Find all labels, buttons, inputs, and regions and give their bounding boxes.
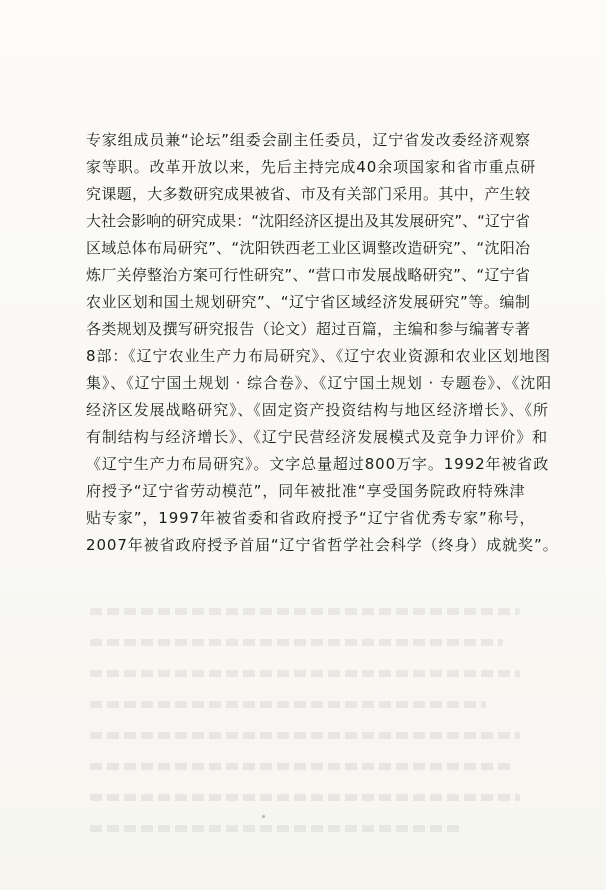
- text-line: 集》、《辽宁国土规划 · 综合卷》、《辽宁国土规划 · 专题卷》、《沈阳: [86, 374, 553, 392]
- text-line: 家等职。改革开放以来，先后主持完成40余项国家和省市重点研: [86, 158, 537, 176]
- text-line: 区域总体布局研究”、“沈阳铁西老工业区调整改造研究”、“沈阳冶: [86, 239, 530, 257]
- text-line: 农业区划和国土规划研究”、“辽宁省区域经济发展研究”等。编制: [86, 293, 530, 311]
- text-line: 大社会影响的研究成果：“沈阳经济区提出及其发展研究”、“辽宁省: [86, 212, 530, 230]
- text-line: 贴专家”，1997年被省委和省政府授予“辽宁省优秀专家”称号，: [86, 509, 536, 527]
- text-line: 府授予“辽宁省劳动模范”，同年被批准“享受国务院政府特殊津: [86, 482, 526, 500]
- text-line: 究课题，大多数研究成果被省、市及有关部门采用。其中，产生较: [86, 185, 530, 203]
- text-line: 专家组成员兼“论坛”组委会副主任委员，辽宁省发改委经济观察: [86, 131, 530, 149]
- text-line: 经济区发展战略研究》、《固定资产投资结构与地区经济增长》、《所: [86, 401, 549, 419]
- text-line: 2007年被省政府授予首届“辽宁省哲学社会科学（终身）成就奖”。: [86, 536, 559, 554]
- text-line: 8部：《辽宁农业生产力布局研究》、《辽宁农业资源和农业区划地图: [86, 347, 551, 365]
- text-line: 炼厂关停整治方案可行性研究”、“营口市发展战略研究”、“辽宁省: [86, 266, 530, 284]
- body-paragraph: [86, 127, 559, 559]
- show-through-text: [90, 608, 520, 858]
- text-line: 各类规划及撰写研究报告（论文）超过百篇，主编和参与编著专著: [86, 320, 530, 338]
- scan-speck: [262, 815, 265, 818]
- text-line: 《辽宁生产力布局研究》。文字总量超过800万字。1992年被省政: [86, 455, 550, 473]
- text-line: 有制结构与经济增长》、《辽宁民营经济发展模式及竞争力评价》和: [86, 428, 549, 446]
